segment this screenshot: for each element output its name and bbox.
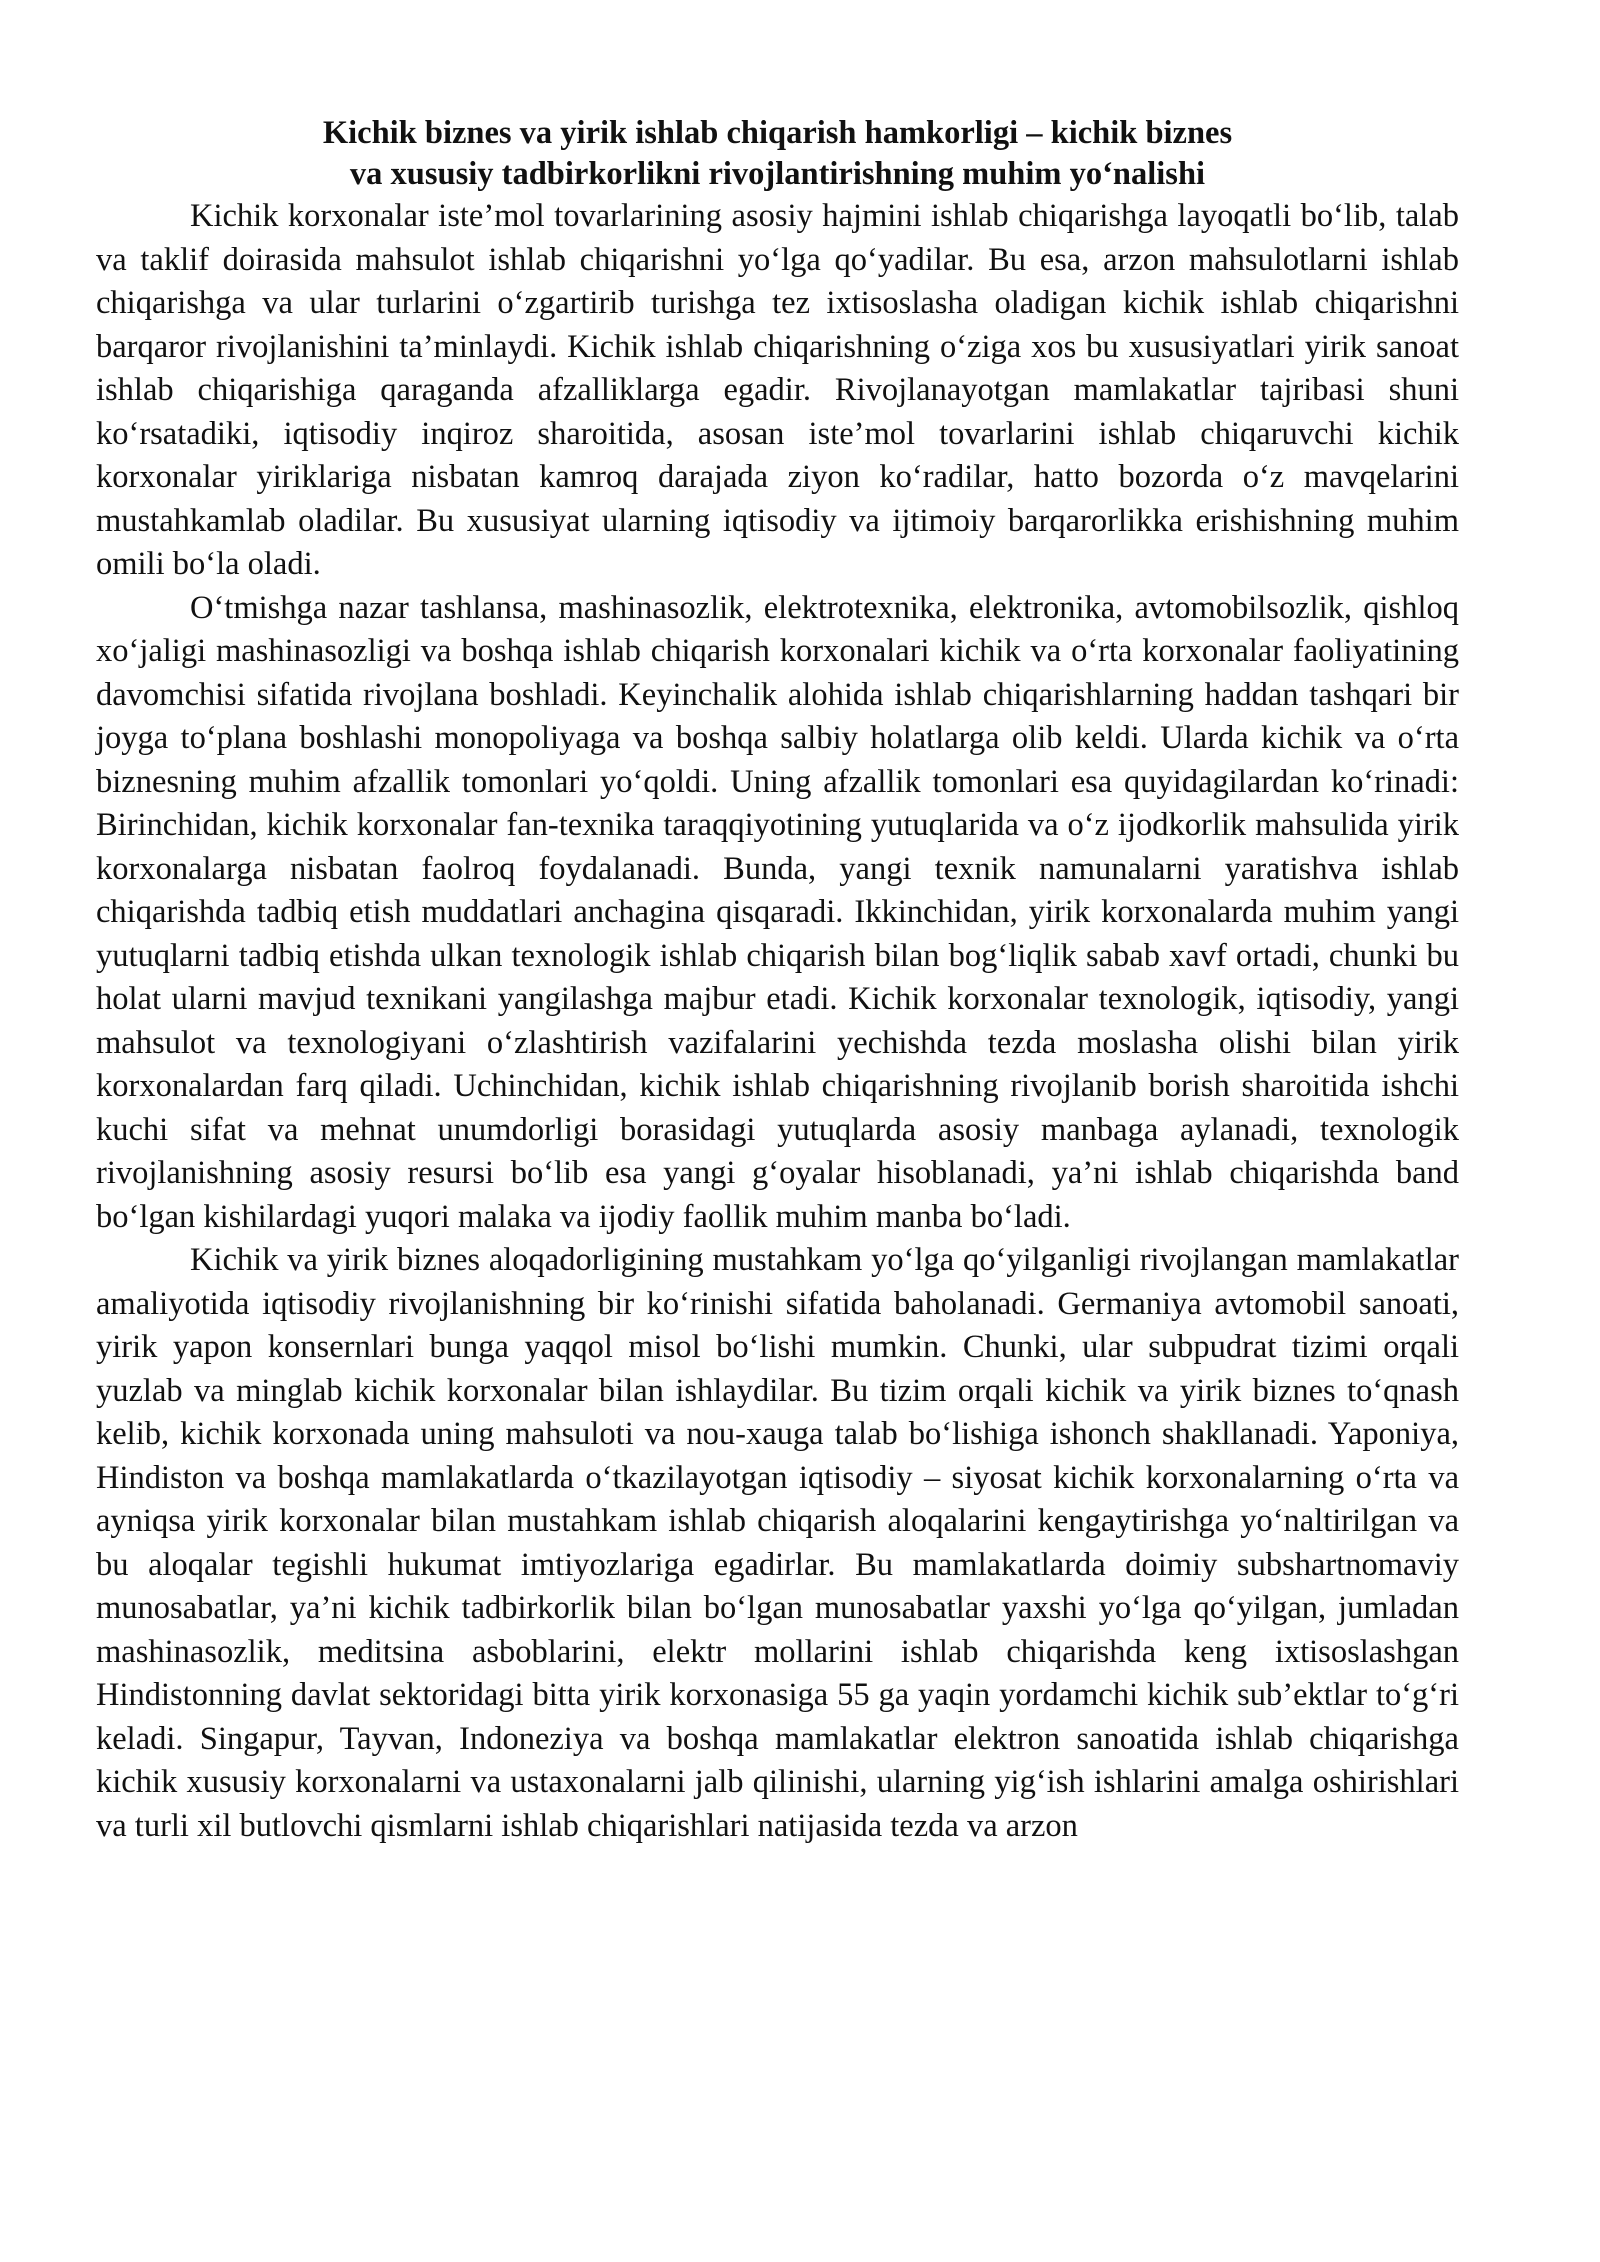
title-line-1: Kichik biznes va yirik ishlab chiqarish hamkorligi – kichik biznes [322, 115, 1233, 151]
paragraph-2: O‘tmishga nazar tashlansa, mashinasozlik, elektrotexnika, elektronika, avtomobilsozlik, qishloq xo‘jaligi mashinasozligi va boshqa ishlab chiqarish korxonalari kichik va o‘rta korxonalar faoliyatining davomchisi sifatida rivojlana boshladi. Keyinchalik alohida ishlab chiqarishlarning haddan tashqari bir joyga to‘plana boshlashi monopoliyaga va boshqa salbiy holatlarga olib keldi. Ularda kichik va o‘rta biznesning muhim afzallik tomonlari yo‘qoldi. Uning afzallik tomonlari esa quyidagilardan ko‘rinadi: Birinchidan, kichik korxonalar fan-texnika taraqqiyotining yutuqlarida va o‘z ijodkorlik mahsulida yirik korxonalarga nisbatan faolroq foydalanadi. Bunda, yangi texnik namunalarni yaratishva ishlab chiqarishda tadbiq etish muddatlari anchagina qisqaradi. Ikkinchidan, yirik korxonalarda muhim yangi yutuqlarni tadbiq etishda ulkan texnologik ishlab chiqarish bilan bog‘liqlik sabab xavf ortadi, chunki bu holat ularni mavjud texnikani yangilashga majbur etadi. Kichik korxonalar texnologik, iqtisodiy, yangi mahsulot va texnologiyani o‘zlashtirish vazifalarini yechishda tezda moslasha olishi bilan yirik korxonalardan farq qiladi. Uchinchidan, kichik ishlab chiqarishning rivojlanib borish sharoitida ishchi kuchi sifat va mehnat unumdorligi borasidagi yutuqlarda asosiy manbaga aylanadi, texnologik rivojlanishning asosiy resursi bo‘lib esa yangi g‘oyalar hisoblanadi, ya’ni ishlab chiqarishda band bo‘lgan kishilardagi yuqori malaka va ijodiy faollik muhim manba bo‘ladi. [96, 589, 1459, 1235]
document-page [96, 113, 1459, 1848]
title-line-2: va xususiy tadbirkorlikni rivojlantirishning muhim yo‘nalishi [349, 156, 1206, 192]
document-title [96, 113, 1459, 195]
paragraph-3: Kichik va yirik biznes aloqadorligining mustahkam yo‘lga qo‘yilganligi rivojlangan mamlakatlar amaliyotida iqtisodiy rivojlanishning bir ko‘rinishi sifatida baholanadi. Germaniya avtomobil sanoati, yirik yapon konsernlari bunga yaqqol misol bo‘lishi mumkin. Chunki, ular subpudrat tizimi orqali yuzlab va minglab kichik korxonalar bilan ishlaydilar. Bu tizim orqali kichik va yirik biznes to‘qnash kelib, kichik korxonada uning mahsuloti va nou-xauga talab bo‘lishiga ishonch shakllanadi. Yaponiya, Hindiston va boshqa mamlakatlarda o‘tkazilayotgan iqtisodiy – siyosat kichik korxonalarning o‘rta va ayniqsa yirik korxonalar bilan mustahkam ishlab chiqarish aloqalarini kengaytirishga yo‘naltirilgan va bu aloqalar tegishli hukumat imtiyozlariga egadirlar. Bu mamlakatlarda doimiy subshartnomaviy munosabatlar, ya’ni kichik tadbirkorlik bilan bo‘lgan munosabatlar yaxshi yo‘lga qo‘yilgan, jumladan mashinasozlik, meditsina asboblarini, elektr mollarini ishlab chiqarishda keng ixtisoslashgan Hindistonning davlat sektoridagi bitta yirik korxonasiga 55 ga yaqin yordamchi kichik sub’ektlar to‘g‘ri keladi. Singapur, Tayvan, Indoneziya va boshqa mamlakatlar elektron sanoatida ishlab chiqarishga kichik xususiy korxonalarni va ustaxonalarni jalb qilinishi, ularning yig‘ish ishlarini amalga oshirishlari va turli xil butlovchi qismlarni ishlab chiqarishlari natijasida tezda va arzon [96, 1242, 1459, 1844]
paragraph-1: Kichik korxonalar iste’mol tovarlarining asosiy hajmini ishlab chiqarishga layoqatli bo‘lib, talab va taklif doirasida mahsulot ishlab chiqarishni yo‘lga qo‘yadilar. Bu esa, arzon mahsulotlarni ishlab chiqarishga va ular turlarini o‘zgartirib turishga tez ixtisoslasha oladigan kichik ishlab chiqarishni barqaror rivojlanishini ta’minlaydi. Kichik ishlab chiqarishning o‘ziga xos bu xususiyatlari yirik sanoat ishlab chiqarishiga qaraganda afzalliklarga egadir. Rivojlanayotgan mamlakatlar tajribasi shuni ko‘rsatadiki, iqtisodiy inqiroz sharoitida, asosan iste’mol tovarlarini ishlab chiqaruvchi kichik korxonalar yiriklariga nisbatan kamroq darajada ziyon ko‘radilar, hatto bozorda o‘z mavqelarini mustahkamlab oladilar. Bu xususiyat ularning iqtisodiy va ijtimoiy barqarorlikka erishishning muhim omili bo‘la oladi. [96, 198, 1459, 582]
